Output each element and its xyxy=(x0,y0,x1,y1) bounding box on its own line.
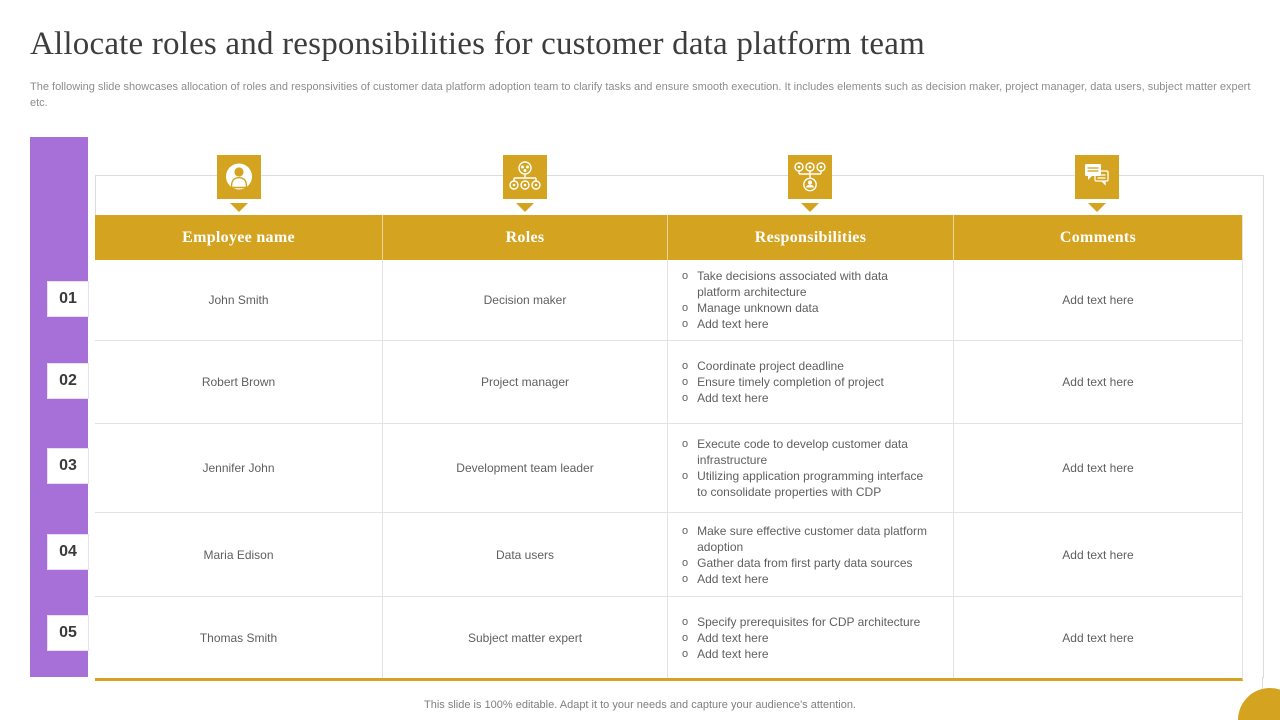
footer-note: This slide is 100% editable. Adapt it to your needs and capture your audience's attention. xyxy=(424,699,856,711)
role-cell: Development team leader xyxy=(383,424,668,512)
role-cell: Decision maker xyxy=(383,260,668,340)
bullet-marker: o xyxy=(682,376,689,388)
bullet-item: o Manage unknown data xyxy=(682,301,819,315)
role-cell: Project manager xyxy=(383,341,668,423)
row-number-badge: 05 xyxy=(48,616,88,650)
bullet-item: o Gather data from first party data sources xyxy=(682,555,913,570)
bullet-item: o Execute code to develop customer data infrastructure xyxy=(682,437,908,467)
bullet-marker: o xyxy=(682,647,689,660)
bullet-marker: o xyxy=(682,270,689,282)
row-number-badge: 04 xyxy=(48,535,88,569)
bullet-item: o Add text here xyxy=(682,317,769,331)
responsibilities-cell xyxy=(668,513,954,596)
comments-icon xyxy=(1075,155,1119,199)
responsibilities-cell xyxy=(668,341,954,423)
bullet-item: o Coordinate project deadline xyxy=(682,359,844,373)
comments-cell: Add text here xyxy=(1062,375,1134,389)
bullet-marker: o xyxy=(682,470,689,482)
bullet-item: o Take decisions associated with data platform architecture xyxy=(682,269,888,299)
employee-name-cell: Thomas Smith xyxy=(95,597,383,678)
pointer-triangle xyxy=(230,203,248,212)
row-number-strip xyxy=(30,137,88,677)
employee-name-cell: John Smith xyxy=(95,260,383,340)
column-header-roles: Roles xyxy=(383,215,668,260)
responsibilities-cell xyxy=(668,597,954,678)
bullet-marker: o xyxy=(682,438,689,450)
bullet-item: o Add text here xyxy=(682,391,769,405)
bullet-marker: o xyxy=(682,556,689,569)
table-row xyxy=(95,424,1242,513)
bullet-item: o Add text here xyxy=(682,646,769,661)
row-number-badge: 03 xyxy=(48,449,88,483)
pointer-triangle xyxy=(1088,203,1106,212)
table-row xyxy=(95,341,1242,424)
row-number-badge: 01 xyxy=(48,282,88,316)
roles-table xyxy=(95,215,1243,681)
column-header-responsibilities: Responsibilities xyxy=(668,215,954,260)
bullet-marker: o xyxy=(682,302,689,314)
comments-cell: Add text here xyxy=(1062,547,1134,562)
comments-cell: Add text here xyxy=(1062,293,1134,307)
bullet-marker: o xyxy=(682,615,689,628)
bullet-marker: o xyxy=(682,631,689,644)
comments-cell: Add text here xyxy=(1062,630,1134,645)
bullet-marker: o xyxy=(682,318,689,330)
column-header-employee-name: Employee name xyxy=(95,215,383,260)
pointer-triangle xyxy=(801,203,819,212)
bullet-item: o Utilizing application programming interface to consolidate properties with CDP xyxy=(682,469,924,499)
responsibilities-cell xyxy=(668,260,954,340)
user-icon xyxy=(217,155,261,199)
bullet-item: o Ensure timely completion of project xyxy=(682,375,884,389)
responsibilities-cell xyxy=(668,424,954,512)
role-cell: Data users xyxy=(383,513,668,596)
role-cell: Subject matter expert xyxy=(383,597,668,678)
employee-name-cell: Maria Edison xyxy=(95,513,383,596)
table-row xyxy=(95,513,1242,597)
delegation-icon xyxy=(788,155,832,199)
bullet-marker: o xyxy=(682,572,689,585)
bullet-marker: o xyxy=(682,524,689,537)
table-row xyxy=(95,597,1242,678)
column-header-comments: Comments xyxy=(1059,228,1137,246)
table-header-row xyxy=(95,215,1242,260)
employee-name-cell: Robert Brown xyxy=(95,341,383,423)
bullet-marker: o xyxy=(682,392,689,404)
bullet-item: o Specify prerequisites for CDP architecture xyxy=(682,614,921,629)
bullet-item: o Add text here xyxy=(682,630,769,645)
bullet-item: o Make sure effective customer data platform adoption xyxy=(682,523,928,554)
bullet-marker: o xyxy=(682,360,689,372)
pointer-triangle xyxy=(516,203,534,212)
slide-subtitle: The following slide showcases allocation of roles and responsivities of customer data platform adoption team to clarify tasks and ensure smooth execution. It includes elements such as decision maker, project manager, data users, subject matter expert etc. xyxy=(30,81,1251,109)
employee-name-cell: Jennifer John xyxy=(95,424,383,512)
table-row xyxy=(95,260,1242,341)
row-number-badge: 02 xyxy=(48,364,88,398)
comments-cell: Add text here xyxy=(1062,461,1134,475)
page-title: Allocate roles and responsibilities for customer data platform team xyxy=(30,26,925,62)
bullet-item: o Add text here xyxy=(682,571,769,586)
org-roles-icon xyxy=(503,155,547,199)
